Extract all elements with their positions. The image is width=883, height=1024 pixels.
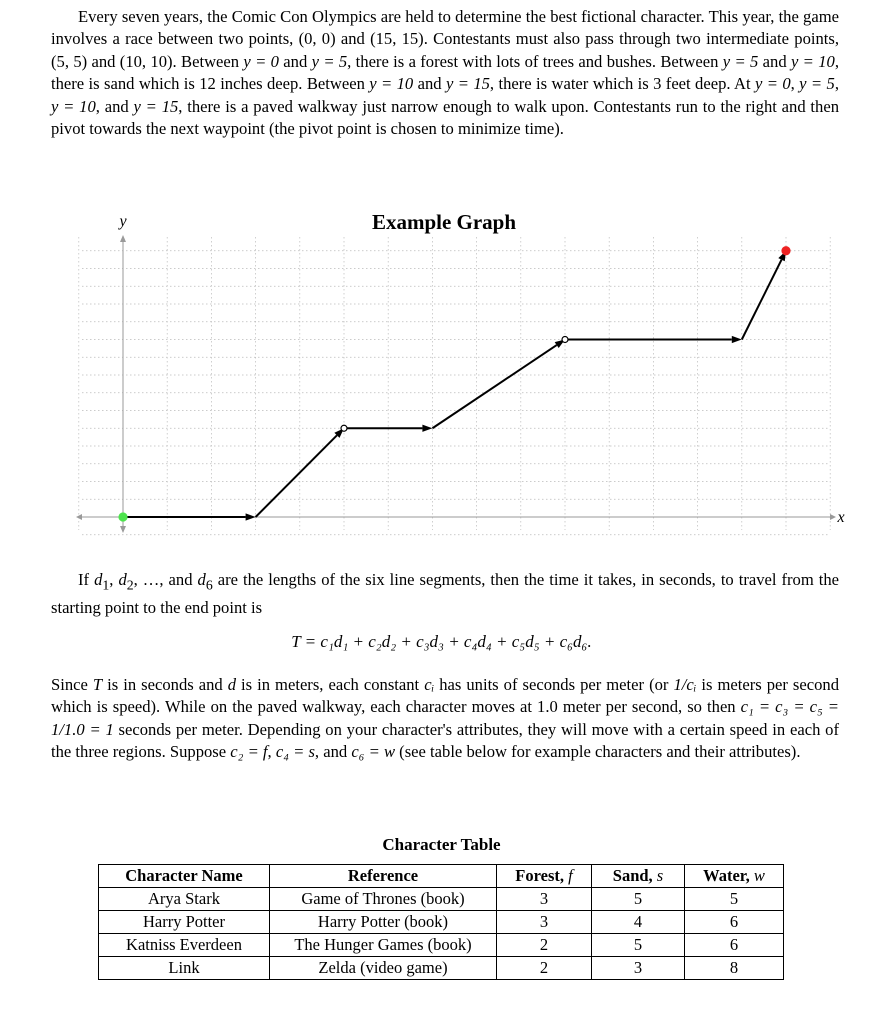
character-table-title: Character Table (382, 835, 501, 854)
cell-sand: 4 (592, 911, 685, 934)
header-character-name: Character Name (99, 865, 270, 888)
header-reference: Reference (270, 865, 497, 888)
cell-reference: Game of Thrones (book) (270, 888, 497, 911)
example-graph (70, 205, 850, 545)
cell-sand: 5 (592, 934, 685, 957)
path-segments (123, 251, 786, 521)
table-header-row (99, 865, 784, 888)
cell-reference: The Hunger Games (book) (270, 934, 497, 957)
cell-forest: 3 (497, 911, 592, 934)
header-water: Water, w (685, 865, 784, 888)
cell-water: 8 (685, 957, 784, 980)
cell-forest: 3 (497, 888, 592, 911)
path-segment-arrowhead (246, 513, 256, 520)
x-axis-arrowhead-left (76, 514, 82, 520)
graph-axes (76, 235, 836, 533)
path-segment (742, 260, 782, 340)
character-table (98, 864, 784, 980)
intro-paragraph: Every seven years, the Comic Con Olympics are held to determine the best fictional character. This year, the game involves a race between two points, (0, 0) and (15, 15). Contestants must also pass through two intermediate points, (5, 5) and (10, 10). Between y = 0 and y = 5, there is a forest with lots of trees and bushes. Between y = 5 and y = 10, there is sand which is 12 inches deep. Between y = 10 and y = 15, there is water which is 3 feet deep. At y = 0, y = 5, y = 10, and y = 15, there is a paved walkway just narrow enough to walk upon. Contestants run to the right and then pivot towards the next waypoint (the pivot point is chosen to minimize time). (51, 7, 840, 139)
cell-name: Harry Potter (99, 911, 270, 934)
waypoint-marker (562, 337, 568, 343)
header-sand: Sand, s (592, 865, 685, 888)
table-row (99, 957, 784, 980)
cell-water: 6 (685, 934, 784, 957)
path-segment (256, 435, 337, 517)
cell-water: 6 (685, 911, 784, 934)
header-forest: Forest, f (497, 865, 592, 888)
path-segment-arrowhead (732, 336, 742, 343)
time-equation: T = c₁d₁ + c₂d₂ + c₃d₃ + c₄d₄ + c₅d₅ + c₆d₆. (291, 632, 592, 651)
constants-paragraph: Since T is in seconds and d is in meters, each constant cᵢ has units of seconds per meter (or 1/cᵢ is meters per second which is speed). While on the paved walkway, each character moves at 1.0 meter per second, so then c₁ = c₃ = c₅ = 1/1.0 = 1 seconds per meter. Depending on your character's attributes, they will move with a certain speed in each of the three regions. Suppose c₂ = f, c₄ = s, and c₆ = w (see table below for example characters and their attributes). (51, 675, 840, 762)
segments-paragraph: If $d_1$, $d_2$, …, and $d_6$ are the lengths of the six line segments, then the time it takes, in seconds, to travel from the starting point to the end point is (51, 570, 840, 617)
waypoint-markers (119, 247, 790, 521)
path-segment-arrowhead (422, 425, 432, 432)
cell-forest: 2 (497, 934, 592, 957)
graph-grid (79, 237, 830, 535)
cell-water: 5 (685, 888, 784, 911)
cell-sand: 5 (592, 888, 685, 911)
y-axis-label: y (119, 213, 127, 230)
cell-name: Link (99, 957, 270, 980)
table-row (99, 911, 784, 934)
cell-reference: Harry Potter (book) (270, 911, 497, 934)
cell-reference: Zelda (video game) (270, 957, 497, 980)
cell-name: Katniss Everdeen (99, 934, 270, 957)
cell-name: Arya Stark (99, 888, 270, 911)
end-point-marker (782, 247, 790, 255)
cell-forest: 2 (497, 957, 592, 980)
x-axis-arrowhead-right (830, 514, 836, 520)
start-point-marker (119, 513, 127, 521)
table-row (99, 934, 784, 957)
cell-sand: 3 (592, 957, 685, 980)
graph-title: Example Graph (371, 210, 517, 234)
x-axis-label: x (837, 509, 845, 526)
y-axis-arrowhead-top (120, 235, 126, 242)
y-axis-arrowhead-bottom (120, 526, 126, 533)
table-row (99, 888, 784, 911)
waypoint-marker (341, 425, 347, 431)
